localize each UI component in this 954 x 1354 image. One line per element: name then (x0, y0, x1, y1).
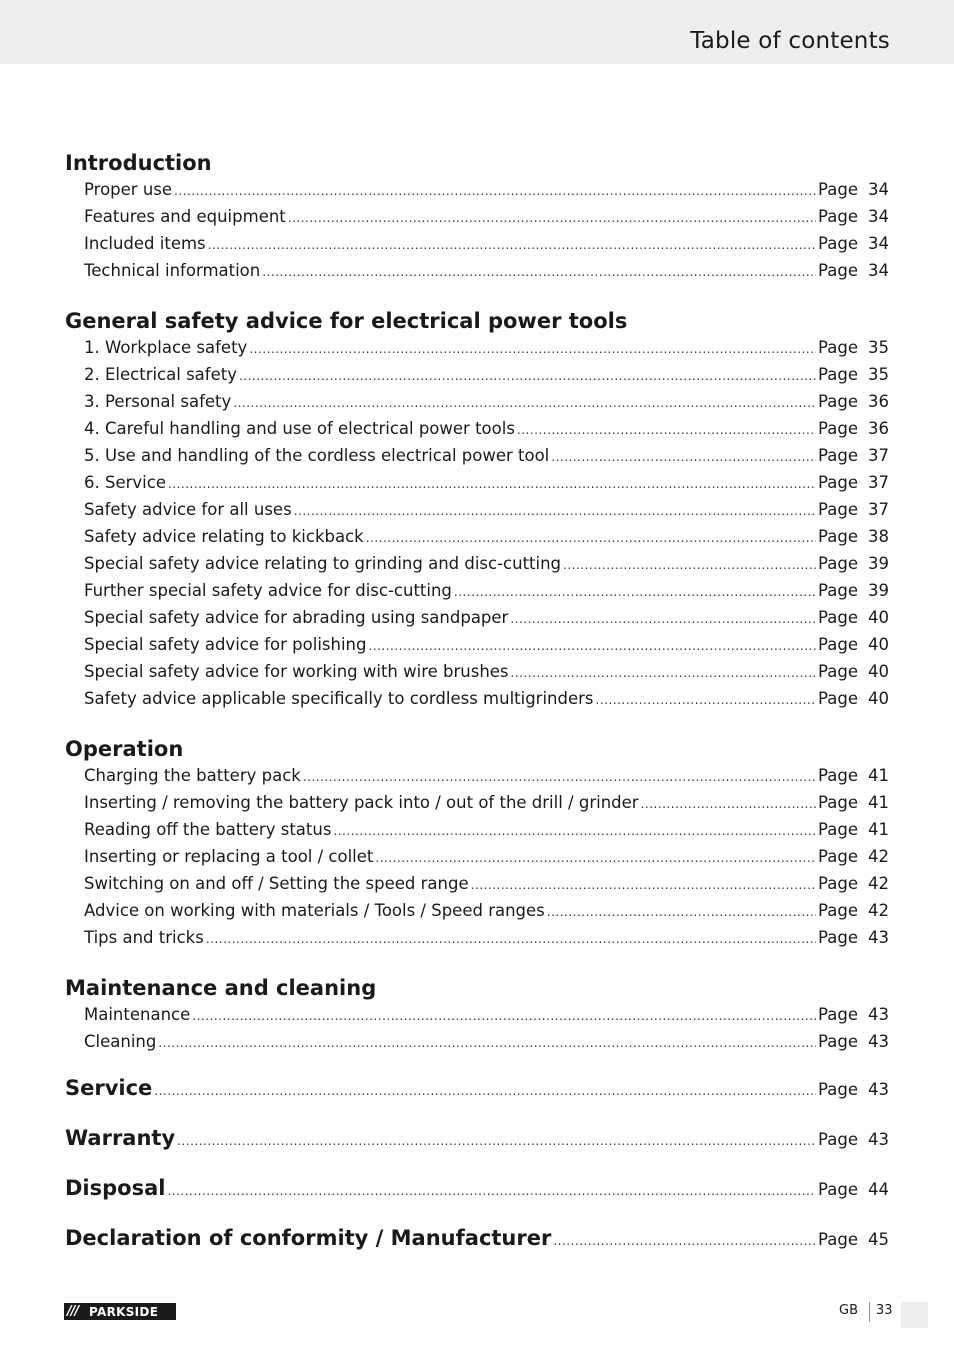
page-word: Page (818, 847, 858, 866)
toc-entry[interactable] (65, 389, 889, 416)
entry-label: Special safety advice for polishing (84, 635, 367, 654)
entry-label: Advice on working with materials / Tools / Speed ranges (84, 901, 545, 920)
section-heading: Declaration of conformity / Manufacturer (65, 1226, 552, 1250)
section-heading: Introduction (65, 151, 212, 175)
entry-page: 45 (868, 1230, 889, 1249)
toc-entry[interactable] (65, 1002, 889, 1029)
toc-entry[interactable] (65, 443, 889, 470)
dot-leader (208, 233, 816, 258)
entry-page: 43 (868, 1130, 889, 1149)
toc-entry[interactable] (65, 925, 889, 952)
parkside-logo (64, 1303, 176, 1320)
page-word: Page (818, 234, 858, 253)
entry-page: 43 (868, 1005, 889, 1024)
entry-page: 41 (868, 793, 889, 812)
dot-leader (174, 179, 816, 204)
toc-entry[interactable] (65, 790, 889, 817)
entry-label: Further special safety advice for disc-cutting (84, 581, 452, 600)
toc-entry[interactable] (65, 659, 889, 686)
entry-label: Special safety advice relating to grinding and disc-cutting (84, 554, 562, 573)
toc-section-operation (65, 736, 889, 975)
entry-label: Proper use (84, 180, 173, 199)
page-word: Page (818, 820, 858, 839)
entry-label: Switching on and off / Setting the speed range (84, 874, 469, 893)
section-heading: Service (65, 1076, 153, 1100)
dot-leader (641, 792, 816, 817)
entry-label: 5. Use and handling of the cordless electrical power tool (84, 446, 550, 465)
dot-leader (233, 391, 816, 416)
dot-leader (167, 1184, 816, 1198)
toc-entry[interactable] (65, 497, 889, 524)
page-word: Page (818, 608, 858, 627)
dot-leader (553, 1234, 816, 1248)
page-word: Page (818, 419, 858, 438)
entry-page: 34 (868, 261, 889, 280)
entry-label: 6. Service (84, 473, 166, 492)
page-word: Page (818, 635, 858, 654)
toc-entry[interactable] (65, 898, 889, 925)
dot-leader (551, 445, 816, 470)
toc-standalone-declaration[interactable] (65, 1226, 889, 1276)
entry-page: 40 (868, 635, 889, 654)
page-word: Page (818, 793, 858, 812)
entry-page: 34 (868, 207, 889, 226)
page-word: Page (818, 338, 858, 357)
entry-label: Inserting or replacing a tool / collet (84, 847, 374, 866)
entry-page: 40 (868, 608, 889, 627)
page-title: Table of contents (690, 28, 890, 54)
toc-entry[interactable] (65, 578, 889, 605)
dot-leader (154, 1084, 816, 1098)
entry-page: 43 (868, 1080, 889, 1099)
dot-leader (596, 688, 817, 713)
toc-entry[interactable] (65, 763, 889, 790)
entry-page: 43 (868, 1032, 889, 1051)
table-of-contents (65, 150, 889, 1276)
dot-leader (158, 1031, 816, 1056)
entry-label: Charging the battery pack (84, 766, 301, 785)
entry-page: 41 (868, 820, 889, 839)
language-code: GB (839, 1303, 858, 1318)
dot-leader (192, 1004, 816, 1029)
entry-label: 1. Workplace safety (84, 338, 248, 357)
dot-leader (262, 260, 816, 285)
toc-entry[interactable] (65, 871, 889, 898)
entry-page: 39 (868, 581, 889, 600)
toc-entry[interactable] (65, 1029, 889, 1056)
entry-label: Safety advice applicable specifically to cordless multigrinders (84, 689, 594, 708)
entry-label: 2. Electrical safety (84, 365, 237, 384)
dot-leader (288, 206, 816, 231)
dot-leader (563, 553, 816, 578)
entry-page: 39 (868, 554, 889, 573)
entry-page: 40 (868, 662, 889, 681)
page-word: Page (818, 261, 858, 280)
dot-leader (177, 1134, 816, 1148)
toc-section-maintenance (65, 975, 889, 1076)
entry-label: Special safety advice for abrading using sandpaper (84, 608, 509, 627)
dot-leader (375, 846, 816, 871)
dot-leader (239, 364, 816, 389)
dot-leader (206, 927, 816, 952)
page-word: Page (818, 554, 858, 573)
page-word: Page (818, 689, 858, 708)
page-word: Page (818, 473, 858, 492)
dot-leader (471, 873, 816, 898)
page-word: Page (818, 1080, 858, 1099)
page-word: Page (818, 365, 858, 384)
dot-leader (511, 661, 817, 686)
logo-slashes: /// (67, 1304, 79, 1319)
section-heading: Warranty (65, 1126, 176, 1150)
entry-page: 35 (868, 338, 889, 357)
entry-page: 43 (868, 928, 889, 947)
dot-leader (368, 634, 816, 659)
page-word: Page (818, 901, 858, 920)
dot-leader (333, 819, 816, 844)
entry-label: Maintenance (84, 1005, 191, 1024)
section-heading: Operation (65, 737, 184, 761)
page-word: Page (818, 1130, 858, 1149)
dot-leader (249, 337, 816, 362)
toc-entry[interactable] (65, 632, 889, 659)
page-word: Page (818, 180, 858, 199)
entry-page: 41 (868, 766, 889, 785)
page-word: Page (818, 874, 858, 893)
entry-page: 40 (868, 689, 889, 708)
dot-leader (547, 900, 816, 925)
toc-section-introduction (65, 150, 889, 308)
page-word: Page (818, 446, 858, 465)
toc-entry[interactable] (65, 204, 889, 231)
section-heading: Disposal (65, 1176, 166, 1200)
toc-entry[interactable] (65, 686, 889, 713)
toc-entry[interactable] (65, 177, 889, 204)
page-word: Page (818, 662, 858, 681)
page-word: Page (818, 207, 858, 226)
entry-page: 36 (868, 392, 889, 411)
logo-brand: PARKSIDE (89, 1304, 159, 1319)
toc-entry[interactable] (65, 416, 889, 443)
dot-leader (517, 418, 816, 443)
entry-page: 37 (868, 500, 889, 519)
entry-label: 3. Personal safety (84, 392, 232, 411)
dot-leader (510, 607, 816, 632)
dot-leader (168, 472, 816, 497)
entry-page: 34 (868, 234, 889, 253)
dot-leader (303, 765, 816, 790)
entry-page: 42 (868, 874, 889, 893)
entry-label: Cleaning (84, 1032, 157, 1051)
entry-page: 36 (868, 419, 889, 438)
toc-entry[interactable] (65, 335, 889, 362)
entry-page: 44 (868, 1180, 889, 1199)
entry-label: Inserting / removing the battery pack into / out of the drill / grinder (84, 793, 639, 812)
toc-standalone-warranty[interactable] (65, 1126, 889, 1176)
toc-entry[interactable] (65, 258, 889, 285)
entry-label: Features and equipment (84, 207, 286, 226)
footer-divider (869, 1302, 870, 1322)
toc-entry[interactable] (65, 844, 889, 871)
page-word: Page (818, 1005, 858, 1024)
footer-tab-box (901, 1302, 928, 1328)
entry-page: 37 (868, 473, 889, 492)
page-number: 33 (876, 1303, 893, 1318)
page-word: Page (818, 1032, 858, 1051)
dot-leader (454, 580, 816, 605)
entry-page: 38 (868, 527, 889, 546)
entry-label: Safety advice for all uses (84, 500, 292, 519)
page-word: Page (818, 928, 858, 947)
entry-page: 37 (868, 446, 889, 465)
header-band (0, 0, 954, 64)
page-word: Page (818, 500, 858, 519)
toc-entry[interactable] (65, 231, 889, 258)
entry-label: Technical information (84, 261, 261, 280)
page-word: Page (818, 1230, 858, 1249)
entry-label: Special safety advice for working with wire brushes (84, 662, 509, 681)
toc-entry[interactable] (65, 524, 889, 551)
section-heading: Maintenance and cleaning (65, 976, 377, 1000)
entry-page: 35 (868, 365, 889, 384)
section-heading: General safety advice for electrical power tools (65, 309, 628, 333)
toc-standalone-service[interactable] (65, 1076, 889, 1126)
page-word: Page (818, 766, 858, 785)
entry-label: 4. Careful handling and use of electrical power tools (84, 419, 515, 438)
toc-entry[interactable] (65, 362, 889, 389)
toc-entry[interactable] (65, 605, 889, 632)
entry-label: Safety advice relating to kickback (84, 527, 364, 546)
dot-leader (366, 526, 816, 551)
toc-section-general-safety (65, 308, 889, 736)
toc-standalone-disposal[interactable] (65, 1176, 889, 1226)
entry-label: Reading off the battery status (84, 820, 332, 839)
page-word: Page (818, 392, 858, 411)
page-word: Page (818, 581, 858, 600)
toc-entry[interactable] (65, 470, 889, 497)
entry-label: Tips and tricks (84, 928, 204, 947)
entry-label: Included items (84, 234, 206, 253)
entry-page: 34 (868, 180, 889, 199)
page-word: Page (818, 1180, 858, 1199)
entry-page: 42 (868, 847, 889, 866)
page-word: Page (818, 527, 858, 546)
dot-leader (294, 499, 816, 524)
toc-entry[interactable] (65, 817, 889, 844)
toc-entry[interactable] (65, 551, 889, 578)
entry-page: 42 (868, 901, 889, 920)
